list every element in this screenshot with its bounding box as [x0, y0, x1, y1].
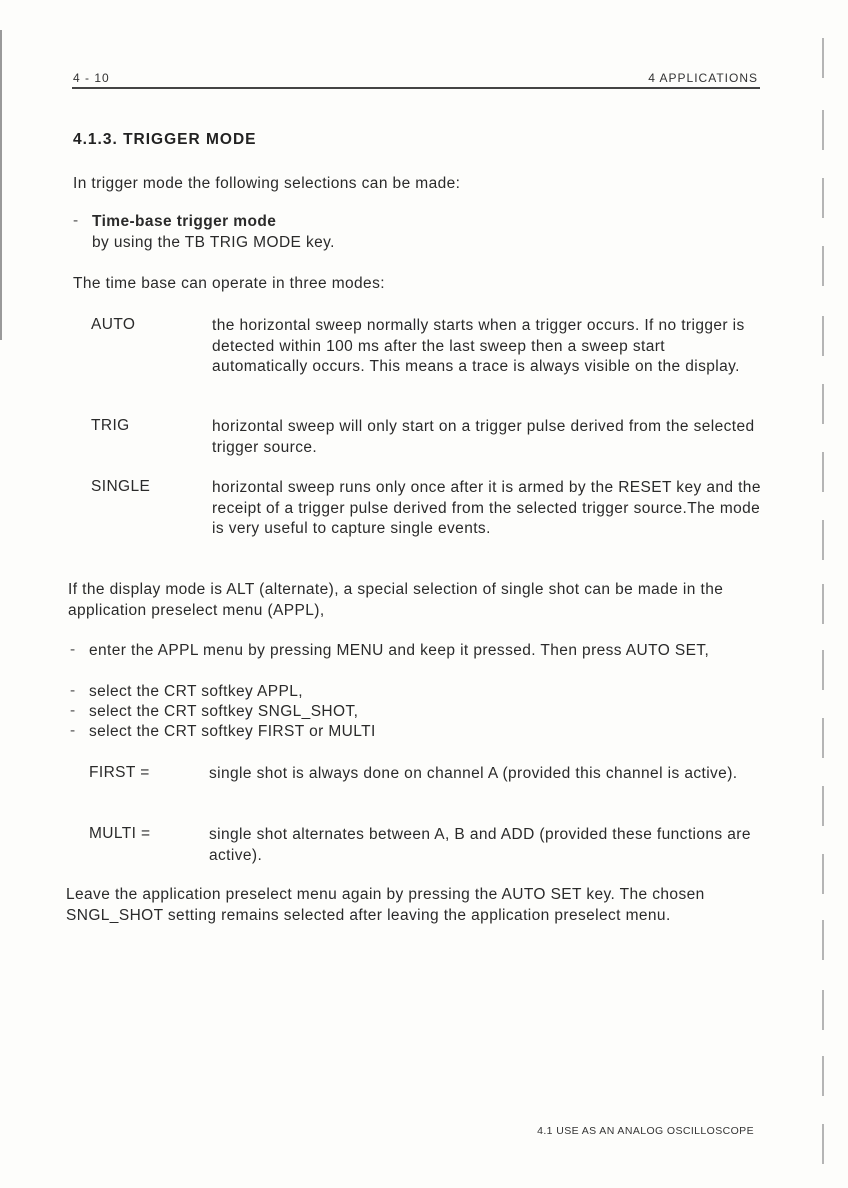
- scan-right-mark: [822, 316, 824, 356]
- bullet-dash: -: [73, 212, 79, 229]
- scan-right-mark: [822, 920, 824, 960]
- scan-right-mark: [822, 718, 824, 758]
- scan-right-mark: [822, 178, 824, 218]
- bullet-dash: -: [70, 722, 76, 739]
- option-desc-multi: single shot alternates between A, B and ADD (provided these functions are active).: [209, 826, 751, 864]
- chapter-title: 4 APPLICATIONS: [648, 71, 758, 85]
- mode-term-single: SINGLE: [91, 478, 151, 495]
- alt-paragraph: If the display mode is ALT (alternate), a special selection of single shot can be made in the application preselect menu (APPL),: [68, 581, 724, 619]
- scan-right-mark: [822, 584, 824, 624]
- step-text: select the CRT softkey FIRST or MULTI: [89, 723, 376, 740]
- mode-term-auto: AUTO: [91, 316, 136, 333]
- scan-right-mark: [822, 650, 824, 690]
- scan-right-mark: [822, 1124, 824, 1164]
- scan-left-edge: [0, 30, 2, 340]
- step-text: select the CRT softkey APPL,: [89, 683, 303, 700]
- option-desc-first: single shot is always done on channel A (provided this channel is active).: [209, 765, 738, 782]
- modes-intro: The time base can operate in three modes:: [73, 275, 385, 292]
- selection-text: by using the TB TRIG MODE key.: [92, 234, 335, 251]
- scan-right-mark: [822, 110, 824, 150]
- mode-desc-trig: horizontal sweep will only start on a trigger pulse derived from the selected trigger source.: [212, 418, 755, 456]
- option-term-multi: MULTI =: [89, 825, 151, 842]
- mode-term-trig: TRIG: [91, 417, 130, 434]
- bullet-dash: -: [70, 682, 76, 699]
- scan-right-mark: [822, 452, 824, 492]
- scan-right-mark: [822, 990, 824, 1030]
- mode-desc-auto: the horizontal sweep normally starts when a trigger occurs. If no trigger is detected within 100 ms after the last sweep then a sweep start automatically occurs. This means a trace is always visible on the display.: [212, 317, 745, 375]
- mode-desc-single: horizontal sweep runs only once after it is armed by the RESET key and the receipt of a trigger pulse derived from the selected trigger source.The mode is very useful to capture single events.: [212, 479, 761, 537]
- bullet-dash: -: [70, 641, 76, 658]
- scan-right-mark: [822, 38, 824, 78]
- selection-title: Time-base trigger mode: [92, 213, 277, 230]
- page-number: 4 - 10: [73, 71, 110, 85]
- scan-right-mark: [822, 520, 824, 560]
- scan-right-mark: [822, 246, 824, 286]
- option-term-first: FIRST =: [89, 764, 150, 781]
- scan-right-mark: [822, 854, 824, 894]
- closing-paragraph: Leave the application preselect menu again by pressing the AUTO SET key. The chosen SNGL_SHOT setting remains selected after leaving the application preselect menu.: [66, 886, 705, 924]
- section-heading: 4.1.3. TRIGGER MODE: [73, 131, 257, 148]
- step-text: enter the APPL menu by pressing MENU and keep it pressed. Then press AUTO SET,: [89, 642, 710, 659]
- step-text: select the CRT softkey SNGL_SHOT,: [89, 703, 359, 720]
- header-rule: [72, 87, 760, 89]
- intro-paragraph: In trigger mode the following selections can be made:: [73, 175, 461, 192]
- scan-right-mark: [822, 1056, 824, 1096]
- page-footer: 4.1 USE AS AN ANALOG OSCILLOSCOPE: [537, 1125, 754, 1137]
- scan-right-mark: [822, 384, 824, 424]
- scan-right-mark: [822, 786, 824, 826]
- bullet-dash: -: [70, 702, 76, 719]
